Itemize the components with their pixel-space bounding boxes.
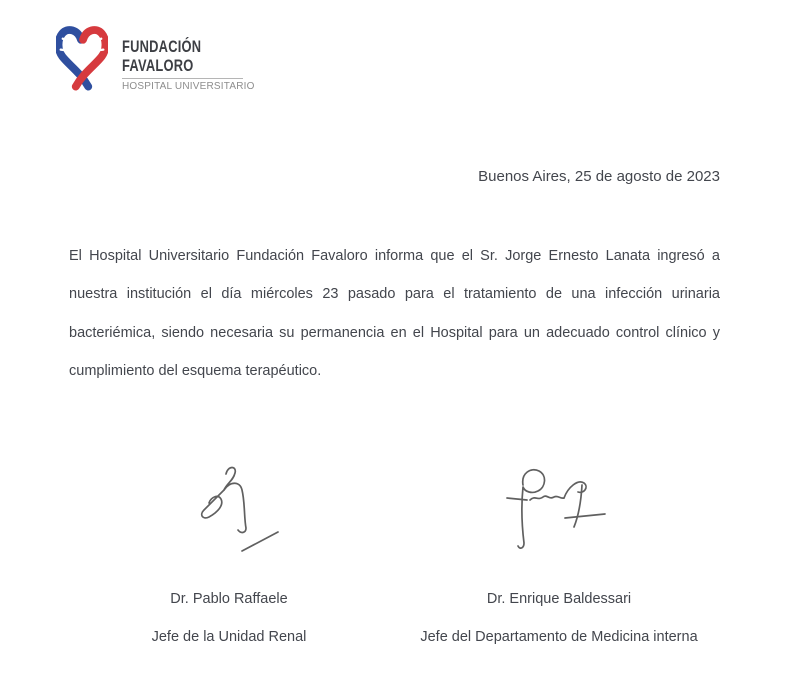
body-line: bacteriémica, siendo necesaria su permanencia en el Hospital para un adecuado control clínico y (69, 324, 720, 341)
signatory-block-raffaele (99, 590, 359, 646)
date-line: Buenos Aires, 25 de agosto de 2023 (478, 168, 720, 185)
body-line: nuestra institución el día miércoles 23 pasado para el tratamiento de una infección urinaria (69, 286, 720, 303)
org-name-line2: FAVALORO (122, 56, 194, 75)
org-name-line1: FUNDACIÓN (122, 38, 202, 56)
signatory-name: Dr. Pablo Raffaele (170, 591, 288, 607)
signatory-name: Dr. Enrique Baldessari (486, 591, 632, 607)
signature-baldessari-strokes (507, 470, 605, 548)
signatory-title: Jefe de la Unidad Renal (151, 629, 307, 645)
signatory-block-baldessari (399, 590, 719, 646)
signature-baldessari-image (498, 455, 613, 555)
signature-raffaele-image (190, 452, 290, 562)
body-line: El Hospital Universitario Fundación Favaloro informa que el Sr. Jorge Ernesto Lanata ingresó a (69, 248, 720, 264)
letter-body (69, 237, 720, 390)
signature-raffaele-strokes (202, 468, 278, 552)
body-line: cumplimiento del esquema terapéutico. (69, 362, 322, 379)
favaloro-heart-icon (56, 26, 108, 92)
org-logo-text (122, 38, 255, 92)
org-name (122, 38, 225, 75)
org-subtitle: HOSPITAL UNIVERSITARIO (122, 81, 255, 92)
logo-divider (122, 78, 243, 79)
signatory-title: Jefe del Departamento de Medicina interna (420, 629, 698, 645)
